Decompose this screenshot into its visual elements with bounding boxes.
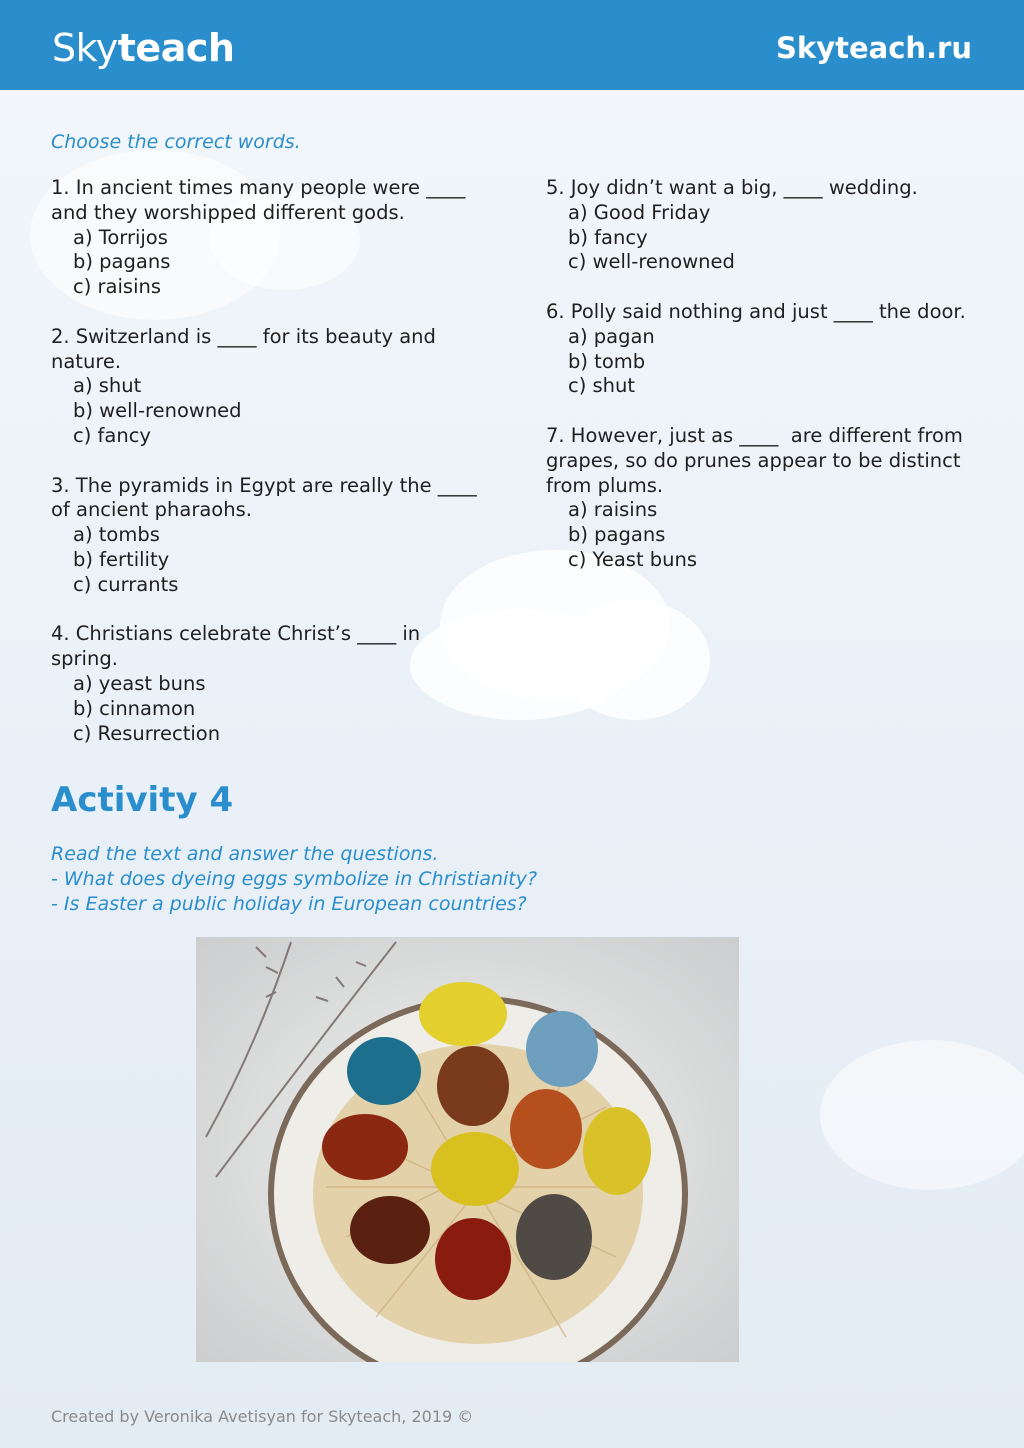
answer-option: a) tombs [73, 523, 160, 547]
site-link[interactable]: Skyteach.ru [776, 31, 972, 65]
answer-option: c) currants [73, 572, 179, 596]
answer-option: c) raisins [73, 275, 162, 299]
question-stem: 7. However, just as ____ are different from grapes, so do prunes appear to be distinct from plums. [546, 423, 963, 497]
header-bar [0, 0, 1024, 90]
answer-option: a) Good Friday [568, 200, 711, 224]
answer-option: b) pagans [568, 523, 666, 547]
question-item [51, 325, 491, 449]
answer-option: a) Torrijos [73, 225, 168, 249]
answer-option: a) yeast buns [73, 671, 206, 695]
question-item [51, 622, 491, 746]
question-stem: 3. The pyramids in Egypt are really the ____ of ancient pharaohs. [51, 473, 477, 522]
answer-option: b) cinnamon [73, 696, 196, 720]
question-item [546, 300, 986, 399]
answer-option: a) raisins [568, 498, 658, 522]
answer-option: a) pagan [568, 324, 655, 348]
question-item [51, 176, 491, 300]
questions-left-column [51, 176, 491, 771]
footer-credit: Created by Veronika Avetisyan for Skyteach, 2019 © [51, 1407, 474, 1426]
answer-option: b) well-renowned [73, 399, 242, 423]
logo[interactable]: Skyteach [52, 26, 235, 70]
activity-question-line: - Is Easter a public holiday in European countries? [51, 893, 527, 915]
answer-option: a) shut [73, 374, 142, 398]
activity-title: Activity 4 [51, 780, 234, 820]
question-stem: 1. In ancient times many people were ____ and they worshipped different gods. [51, 176, 466, 224]
answer-option: c) well-renowned [568, 250, 735, 274]
question-item [546, 176, 986, 275]
activity-instruction-line: Read the text and answer the questions. [51, 843, 439, 865]
question-stem: 6. Polly said nothing and just ____ the door. [546, 299, 966, 323]
questions-right-column [546, 176, 986, 598]
answer-option: b) pagans [73, 250, 171, 274]
question-stem: 4. Christians celebrate Christ’s ____ in spring. [51, 622, 421, 671]
answer-option: c) Yeast buns [568, 547, 698, 571]
answer-option: c) fancy [73, 423, 151, 447]
answer-option: c) Resurrection [73, 721, 221, 745]
question-item [51, 474, 491, 598]
question-item [546, 424, 986, 573]
answer-option: b) tomb [568, 349, 646, 373]
exercise-instruction: Choose the correct words. [51, 131, 301, 153]
activity-question-line: - What does dyeing eggs symbolize in Christianity? [51, 868, 538, 890]
answer-option: b) fertility [73, 547, 170, 571]
answer-option: c) shut [568, 374, 636, 398]
easter-eggs-photo [196, 937, 739, 1362]
activity-instructions [51, 842, 537, 917]
question-stem: 2. Switzerland is ____ for its beauty and nature. [51, 324, 436, 373]
answer-option: b) fancy [568, 225, 648, 249]
question-stem: 5. Joy didn’t want a big, ____ wedding. [546, 176, 918, 199]
